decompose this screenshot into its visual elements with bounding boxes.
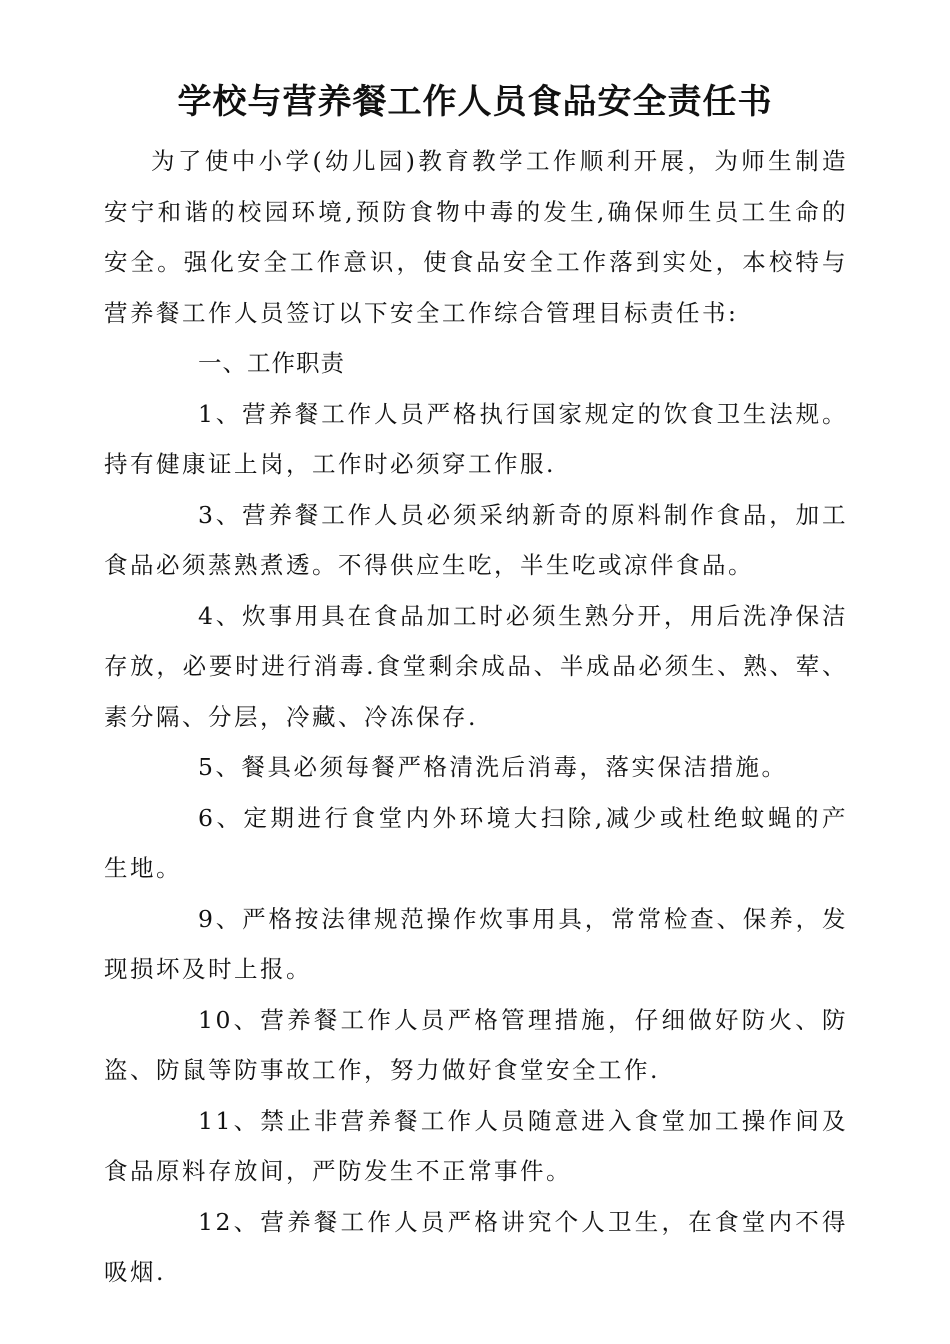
- responsibility-item: 1、营养餐工作人员严格执行国家规定的饮食卫生法规。持有健康证上岗，工作时必须穿工作服.: [104, 399, 848, 478]
- intro-paragraph: 为了使中小学(幼儿园)教育教学工作顺利开展，为师生制造安宁和谐的校园环境,预防食物中毒的发生,确保师生员工生命的安全。强化安全工作意识，使食品安全工作落到实处，本校特与营养餐工作人员签订以下安全工作综合管理目标责任书:: [104, 147, 848, 327]
- responsibility-item: 5、餐具必须每餐严格清洗后消毒，落实保洁措施。: [198, 753, 788, 781]
- section-heading: 一、工作职责: [198, 349, 345, 377]
- document-title: 学校与营养餐工作人员食品安全责任书: [177, 82, 773, 122]
- document-body: [104, 136, 848, 1298]
- responsibility-item: 10、营养餐工作人员严格管理措施，仔细做好防火、防盗、防鼠等防事故工作，努力做好食堂安全工作.: [104, 1005, 848, 1084]
- responsibility-item: 6、定期进行食堂内外环境大扫除,减少或杜绝蚊蝇的产生地。: [104, 803, 848, 882]
- responsibility-item: 4、炊事用具在食品加工时必须生熟分开，用后洗净保洁存放，必要时进行消毒.食堂剩余成品、半成品必须生、熟、荤、素分隔、分层，冷藏、冷冻保存.: [104, 601, 848, 731]
- responsibility-item: 3、营养餐工作人员必须采纳新奇的原料制作食品，加工食品必须蒸熟煮透。不得供应生吃，半生吃或凉伴食品。: [104, 500, 848, 579]
- responsibility-item: 9、严格按法律规范操作炊事用具，常常检查、保养，发现损坏及时上报。: [104, 904, 848, 983]
- responsibility-item: 11、禁止非营养餐工作人员随意进入食堂加工操作间及食品原料存放间，严防发生不正常事件。: [104, 1106, 848, 1185]
- responsibility-item: 12、营养餐工作人员严格讲究个人卫生，在食堂内不得吸烟.: [104, 1207, 848, 1286]
